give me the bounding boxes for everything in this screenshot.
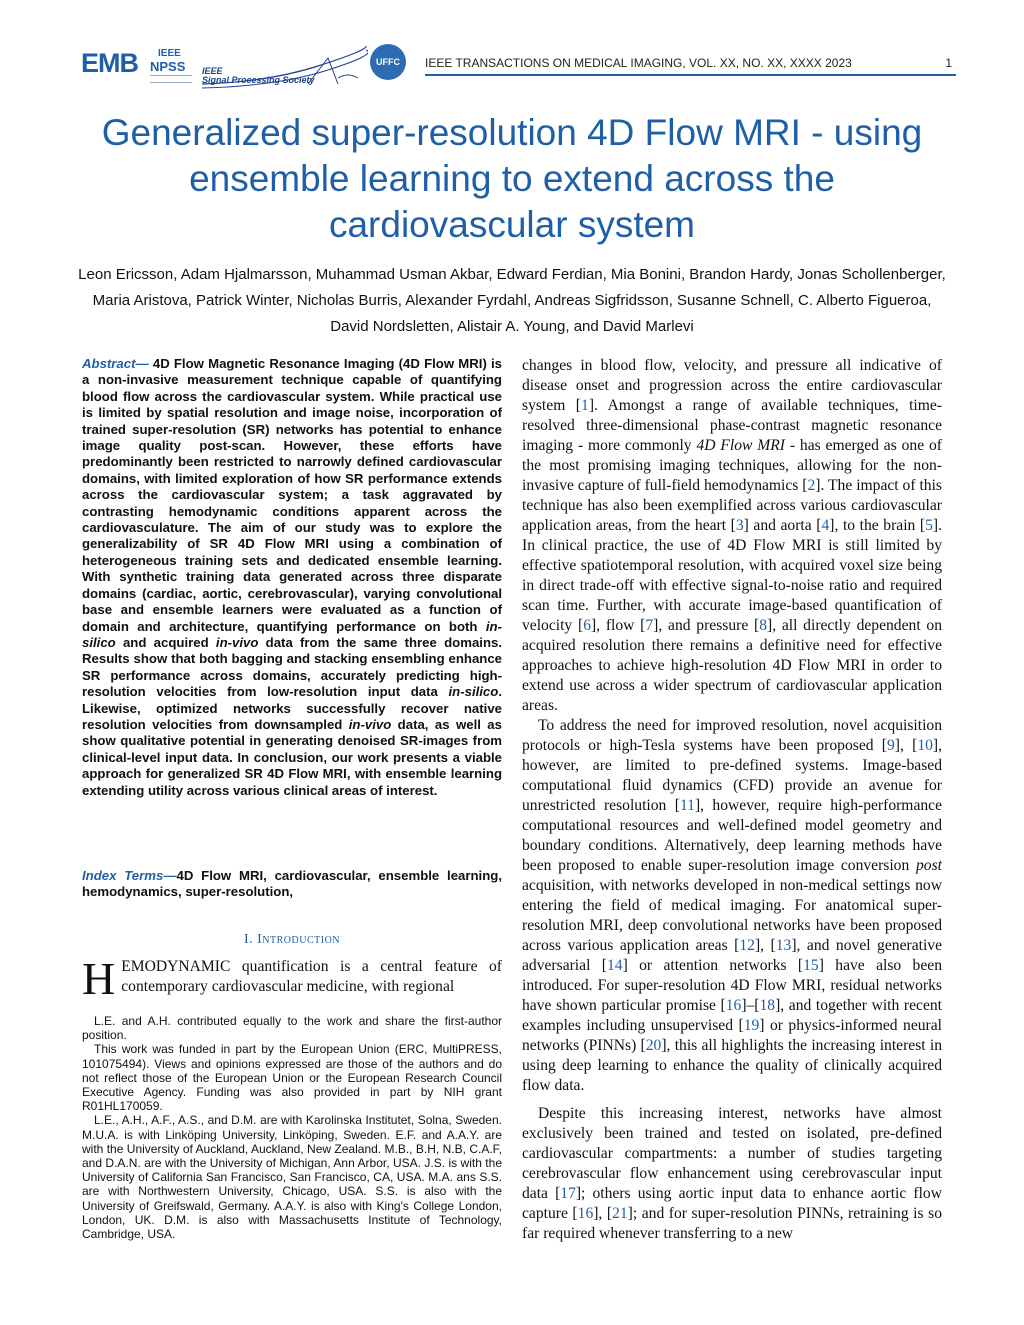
footnote: L.E., A.H., A.F., A.S., and D.M. are with Karolinska Institutet, Solna, Sweden. M.U.A. is with Linköping University, Linköping, Sweden. E.F. and A.A.Y. are with the University of Auckland, Auckland, New Zealand. M.B., B.H, N.B, C.A.F, and D.A.N. are with the University of Michigan, Ann Arbor, USA. J.S. is with the University of California San Francisco, San Francisco, CA, USA. M.A. ans S.S. are with Northwestern University, Chicago, USA. S.S. is also with the University of Greifswald, Germany. A.A.Y. is also with King's College London, London, UK. D.M. is also with Massachusetts Institute of Technology, Cambridge, USA. [82,1113,502,1242]
npss-tagline-rule [150,75,192,83]
paper-title: Generalized super-resolution 4D Flow MRI - using ensemble learning to extend across the cardiovascular system [101,112,923,245]
section-title: Introduction [257,932,341,947]
abstract-text: data, as well as show qualitative potential in generating denoised SR-images from clinical-level input data. In conclusion, our work presents a viable approach for generalized SR 4D Flow MRI, with ensemble learning extending utility across various clinical areas of interest. [82,716,502,798]
uffc-logo [370,44,406,80]
body-text: changes in blood flow, velocity, and pressure all indicative of disease onset and progression across the entire cardiovascular system [ [522,357,942,414]
abstract-emphasis: in-vivo [348,716,392,732]
body-text: ] or attention networks [ [622,957,804,974]
citation-link[interactable]: 21 [612,1205,628,1222]
abstract-label: Abstract— [82,356,149,371]
body-text: ], [ [593,1205,613,1222]
body-text: ], however, require high-performance computational resources and well-defined model geometry and boundary conditions. Alternatively, deep learning methods have been proposed to enable super-resolution image conversion [522,797,942,874]
footnotes [82,1014,502,1241]
body-column-right [522,356,942,1244]
section-heading [82,932,502,948]
body-text: ], to the brain [ [829,517,926,534]
citation-link[interactable]: 10 [917,737,933,754]
citation-link[interactable]: 18 [759,997,776,1014]
citation-link[interactable]: 19 [743,1017,760,1034]
abstract-text: and acquired [115,634,216,650]
abstract-text: data from the same three domains. Results show that both bagging and stacking ensembling enhance SR performance across domains, accurately predicting high-resolution velocities from low-resolution input data [82,634,502,700]
body-text: ]; and for super-resolution PINNs, retraining is so far required whenever transferring to a new [522,1205,943,1242]
citation-link[interactable]: 16 [725,997,742,1014]
body-text: ], [ [894,737,918,754]
uffc-text: UFFC [376,57,400,67]
body-text: ]–[ [741,997,760,1014]
abstract-text: . Likewise, optimized networks successfully recover native resolution velocities from downsampled [82,684,502,732]
body-text: To address the need for improved resolution, novel acquisition protocols or high-Tesla systems have been proposed [ [522,717,942,754]
page-header [78,40,956,100]
body-text: ]; others using aortic input data to enhance aortic flow capture [ [522,1185,942,1222]
citation-link[interactable]: 3 [735,517,744,534]
citation-link[interactable]: 1 [581,397,589,414]
body-text: ], flow [ [590,617,646,634]
body-text: - has emerged as one of the most promising imaging techniques, allowing for the non-invasive capture of full-field hemodynamics [ [522,437,942,494]
abstract-emphasis: in-vivo [215,634,259,650]
citation-link[interactable]: 9 [886,737,895,754]
index-terms [82,868,502,901]
ieee-npss-logo [148,46,192,88]
npss-ieee-text: IEEE [158,48,181,59]
npss-text: NPSS [150,59,186,74]
sps-ieee-text: IEEE [202,66,223,76]
drop-cap: H [82,953,116,1004]
body-text: ]. In clinical practice, the use of 4D Flow MRI is still limited by effective spatiotemporal resolution, with acquired voxel size being in direct trade-off with effective signal-to-noise ratio and required scan time. Further, with accurate image-based quantification of velocity [ [522,517,942,634]
emb-logo: EMB [81,48,138,78]
body-text: Despite this increasing interest, networks have almost exclusively been trained and tested on isolated, pre-defined cardiovascular compartments: a number of studies targeting cerebrovascular flow enhancement using cerebrovascular input data [ [522,1105,942,1202]
footnote: L.E. and A.H. contributed equally to the work and share the first-author position. [82,1014,502,1043]
body-text: ] and aorta [ [743,517,822,534]
abstract-text: 4D Flow Magnetic Resonance Imaging (4D Flow MRI) is a non-invasive measurement technique capable of quantifying blood flow across the cardiovascular system. While practical use is limited by spatial resolution and image noise, incorporation of trained super-resolution (SR) networks has potential to enhance image quality post-scan. However, these efforts have predominantly been restricted to narrowly defined cardiovascular domains, with limited exploration of how SR performance extends across the cardiovascular system; a task aggravated by contrasting hemodynamic conditions apparent across the cardiovasculature. The aim of our study was to explore the generalizability of SR 4D Flow MRI using a combination of heterogeneous training sets and dedicated ensemble learning. With synthetic training data generated across three disparate domains (cardiac, aortic, cerebrovascular), varying convolutional base and ensemble learners were evaluated as a function of domain and architecture, quantifying performance on both [82,356,502,634]
intro-text: EMODYNAMIC quantification is a central feature of contemporary cardiovascular medicine, with regional [121,958,502,995]
citation-link[interactable]: 4 [821,517,830,534]
intro-paragraph [82,953,502,1004]
index-terms-label: Index Terms— [82,868,177,883]
abstract-emphasis: in-silico [448,684,499,700]
citation-link[interactable]: 5 [925,517,933,534]
abstract [82,356,502,799]
citation-link[interactable]: 17 [560,1185,576,1202]
body-paragraph [522,1104,942,1244]
body-text: ], however, are limited to pre-defined systems. Image-based computational fluid dynamics (CFD) provide an avenue for unrestricted resolution [ [522,737,943,814]
footnote: This work was funded in part by the European Union (ERC, MultiPRESS, 101075494). Views and opinions expressed are those of the authors and do not reflect those of the European Union or the European Research Council Executive Agency. Funding was also provided in part by NIH grant R01HL170059. [82,1042,502,1114]
running-head: IEEE TRANSACTIONS ON MEDICAL IMAGING, VOL. XX, NO. XX, XXXX 2023 [425,56,852,70]
body-emphasis: post [916,857,942,874]
body-text: ], and together with recent examples including unsupervised [ [522,997,942,1034]
citation-link[interactable]: 6 [583,617,591,634]
sps-name-text: Signal Processing Society [202,75,315,85]
society-logos [78,40,418,96]
citation-link[interactable]: 20 [645,1037,662,1054]
body-emphasis: 4D Flow MRI [696,437,785,454]
citation-link[interactable]: 16 [577,1205,594,1222]
citation-link[interactable]: 15 [803,957,819,974]
abstract-emphasis: in-silico [82,618,502,650]
page-number: 1 [945,56,952,70]
body-text: ] or physics-informed neural networks (PINNs) [ [522,1017,942,1054]
body-text: ], this all highlights the increasing interest in using deep learning to enhance the quality of clinically acquired flow data. [522,1037,942,1094]
citation-link[interactable]: 13 [775,937,792,954]
body-text: acquisition, with networks developed in non-medical settings now entering the field of medical imaging. For anatomical super-resolution MRI, deep convolutional networks have been proposed across various application areas [ [522,877,942,954]
body-paragraph [522,356,942,716]
body-paragraph [522,716,942,1096]
body-text: ], and pressure [ [653,617,760,634]
body-text: ]. Amongst a range of available techniques, time-resolved three-dimensional phase-contrast magnetic resonance imaging - more commonly [522,397,942,454]
body-text: ]. The impact of this technique has also been exemplified across various cardiovascular application areas, from the heart [ [522,477,943,534]
citation-link[interactable]: 12 [739,937,755,954]
citation-link[interactable]: 11 [679,797,695,814]
section-number: I. [243,932,254,947]
body-text: ] have also been introduced. For super-resolution 4D Flow MRI, residual networks have shown particular promise [ [522,957,942,1014]
citation-link[interactable]: 14 [606,957,623,974]
citation-link[interactable]: 8 [759,617,767,634]
header-rule [425,74,956,76]
citation-link[interactable]: 2 [807,477,816,494]
signal-processing-society-logo [198,44,368,92]
index-terms-text: 4D Flow MRI, cardiovascular, ensemble learning, hemodynamics, super-resolution, [82,868,502,900]
body-text: ], all directly dependent on acquired resolution there remains a definitive need for effective approaches to achieve high-resolution 4D Flow MRI in order to extend use across a wider spectrum of cardiovascular application areas. [522,617,942,714]
body-text: ], and novel generative adversarial [ [522,937,942,974]
body-text: ], [ [754,937,776,954]
citation-link[interactable]: 7 [645,617,654,634]
author-list: Leon Ericsson, Adam Hjalmarsson, Muhammad Usman Akbar, Edward Ferdian, Mia Bonini, Brandon Hardy, Jonas Schollenberger, Maria Aristova, Patrick Winter, Nicholas Burris, Alexander Fyrdahl, Andreas Sigfridsson, Susanne Schnell, C. Alberto Figueroa, David Nordsletten, Alistair A. Young, and David Marlevi [78,266,946,335]
